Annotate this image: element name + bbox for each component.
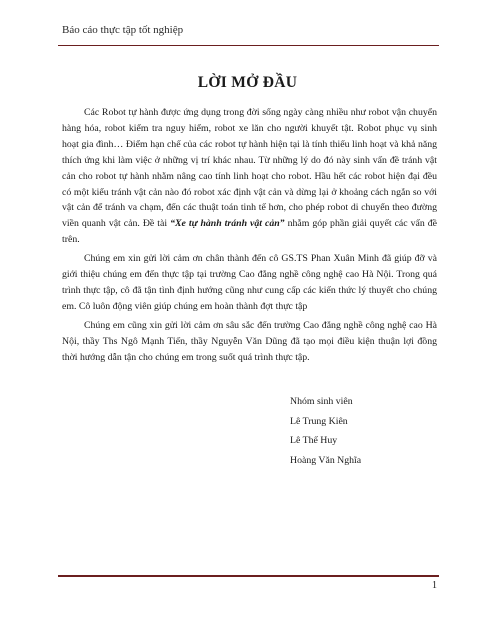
paragraph-intro-end: nhằm góp phần giải quyết các vấn đề trên. — [62, 218, 438, 246]
signature-name: Lê Thế Huy — [290, 435, 338, 446]
page-number: 1 — [432, 580, 437, 591]
signature-name: Lê Trung Kiên — [290, 415, 348, 427]
project-title: “Xe tự hành tránh vật cản” — [170, 218, 285, 230]
signature-block — [290, 392, 361, 470]
footer-divider — [58, 575, 439, 577]
header-text: Báo cáo thực tập tốt nghiệp — [62, 24, 184, 36]
paragraph-thanks-teacher: Chúng em xin gửi lời cảm ơn chân thành đến cô GS.TS Phan Xuân Minh đã giúp đỡ và giới thiệu chúng em đến thực tập tại trường Cao đẳng nghề công nghệ cao Hà Nội. Trong quá trình thực tập, cô đã tận tình định hướng cũng như cung cấp các kiến thức lý thuyết cho chúng em. Cô luôn động viên giúp chúng em hoàn thành đợt thực tập — [62, 253, 437, 312]
signature-group-label: Nhóm sinh viên — [290, 396, 353, 407]
signature-name: Hoàng Văn Nghĩa — [290, 454, 362, 466]
page-title: LỜI MỞ ĐẦU — [197, 74, 298, 91]
body-text — [62, 105, 437, 366]
paragraph-intro — [62, 105, 437, 248]
header-divider — [58, 45, 439, 46]
paragraph-thanks-school: Chúng em cũng xin gửi lời cảm ơn sâu sắc đến trường Cao đẳng nghề công nghệ cao Hà Nội, thầy Ths Ngô Mạnh Tiến, thầy Nguyễn Văn Dũng đã tạo mọi điều kiện thuận lợi đồng thời hướng dẫn tận cho chúng em trong suốt quá trình thực tập. — [62, 319, 437, 363]
paragraph-intro-text: Các Robot tự hành được ứng dụng trong đời sống ngày càng nhiều như robot vận chuyển hàng hóa, robot kiểm tra nguy hiểm, robot xe lăn cho người khuyết tật. Robot phục vụ sinh hoạt gia đình… Điểm hạn chế của các robot tự hành hiện tại là tính thiếu linh hoạt và khả năng thích ứng khi làm việc ở những vị trí khác nhau. Từ những lý do đó này sinh vấn đề tránh vật cản cho robot tự hành nhằm nâng cao tính linh hoạt cho robot. Hầu hết các robot hiện đại đều có một kiểu tránh vật cản nào đó robot xác định vật cản và dừng lại ở khoảng cách ngắn so với vật cản để tránh va chạm, đến các thuật toán tinh tế hơn, cho phép robot di chuyển theo đường viền quanh vật cản. Đề tài — [62, 107, 437, 230]
